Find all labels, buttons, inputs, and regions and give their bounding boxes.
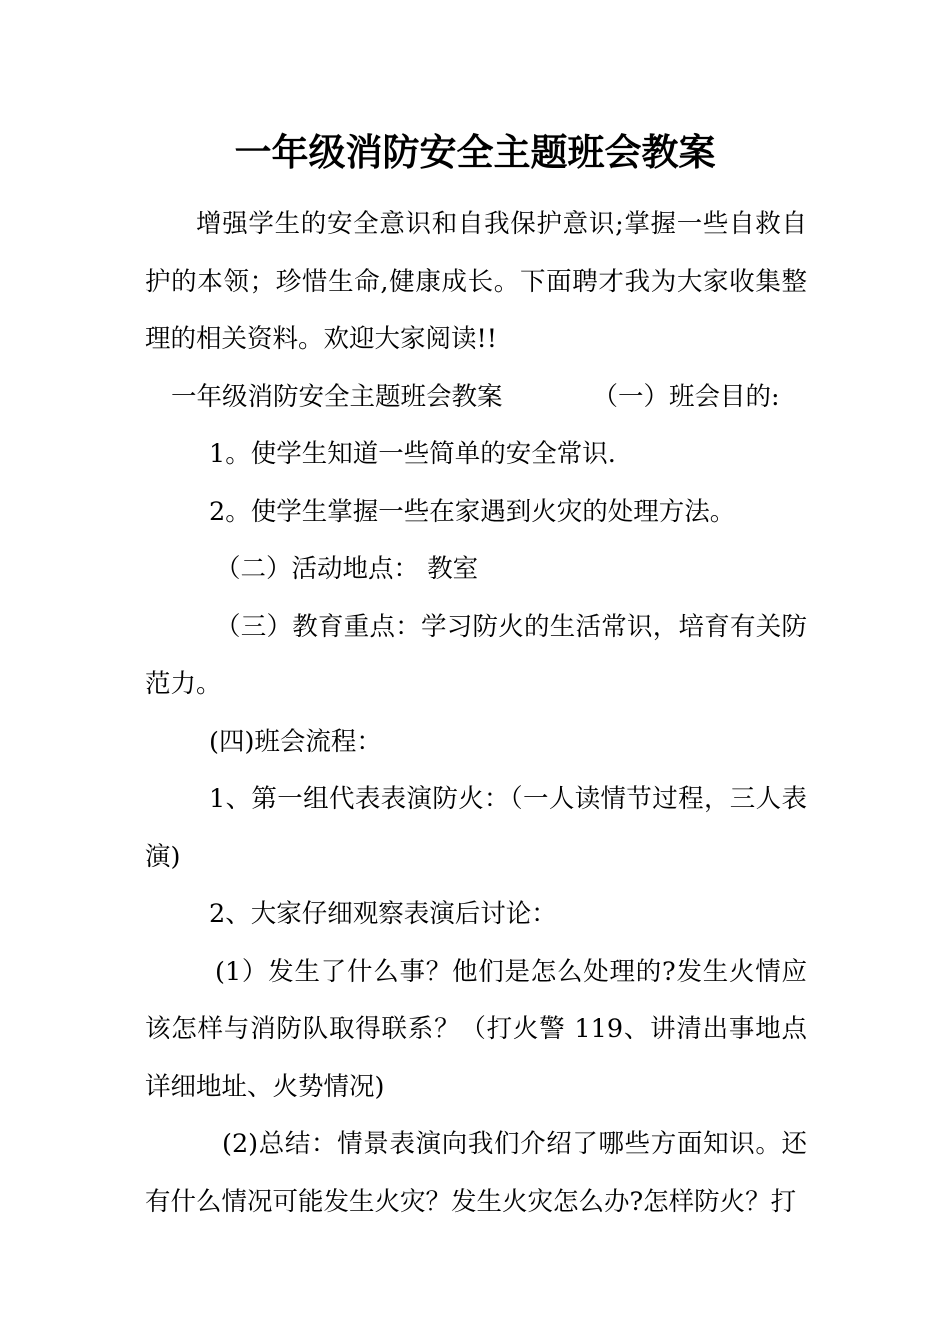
goal-2-paragraph: 2。使学生掌握一些在家遇到火灾的处理方法。 [209,496,736,527]
step-2-paragraph: 2、大家仔细观察表演后讨论： [209,899,557,929]
goal-1-paragraph: 1。使学生知道一些简单的安全常识. [209,439,616,469]
subtitle-line [145,369,807,427]
question-2-paragraph: (2)总结：情景表演向我们介绍了哪些方面知识。还有什么情况可能发生火灾？发生火灾怎么办?怎样防火？打 [145,1129,807,1217]
document-body [145,196,807,1231]
intro-paragraph: 增强学生的安全意识和自我保护意识;掌握一些自救自护的本领；珍惜生命,健康成长。下面聘才我为大家收集整理的相关资料。欢迎大家阅读!! [145,209,807,354]
location-paragraph: （二）活动地点： 教室 [215,554,479,584]
process-heading: (四)班会流程： [209,726,382,757]
question-1-paragraph: (1）发生了什么事？他们是怎么处理的?发生火情应该怎样与消防队取得联系？（打火警 119、讲清出事地点详细地址、火势情况) [145,956,807,1102]
focus-paragraph: （三）教育重点：学习防火的生活常识，培育有关防范力。 [145,611,807,699]
subtitle-right: （一）班会目的: [592,381,780,412]
document-title: 一年级消防安全主题班会教案 [234,131,716,174]
subtitle-left: 一年级消防安全主题班会教案 [171,381,503,412]
step-1-paragraph: 1、第一组代表表演防火：（一人读情节过程，三人表演) [145,784,807,872]
